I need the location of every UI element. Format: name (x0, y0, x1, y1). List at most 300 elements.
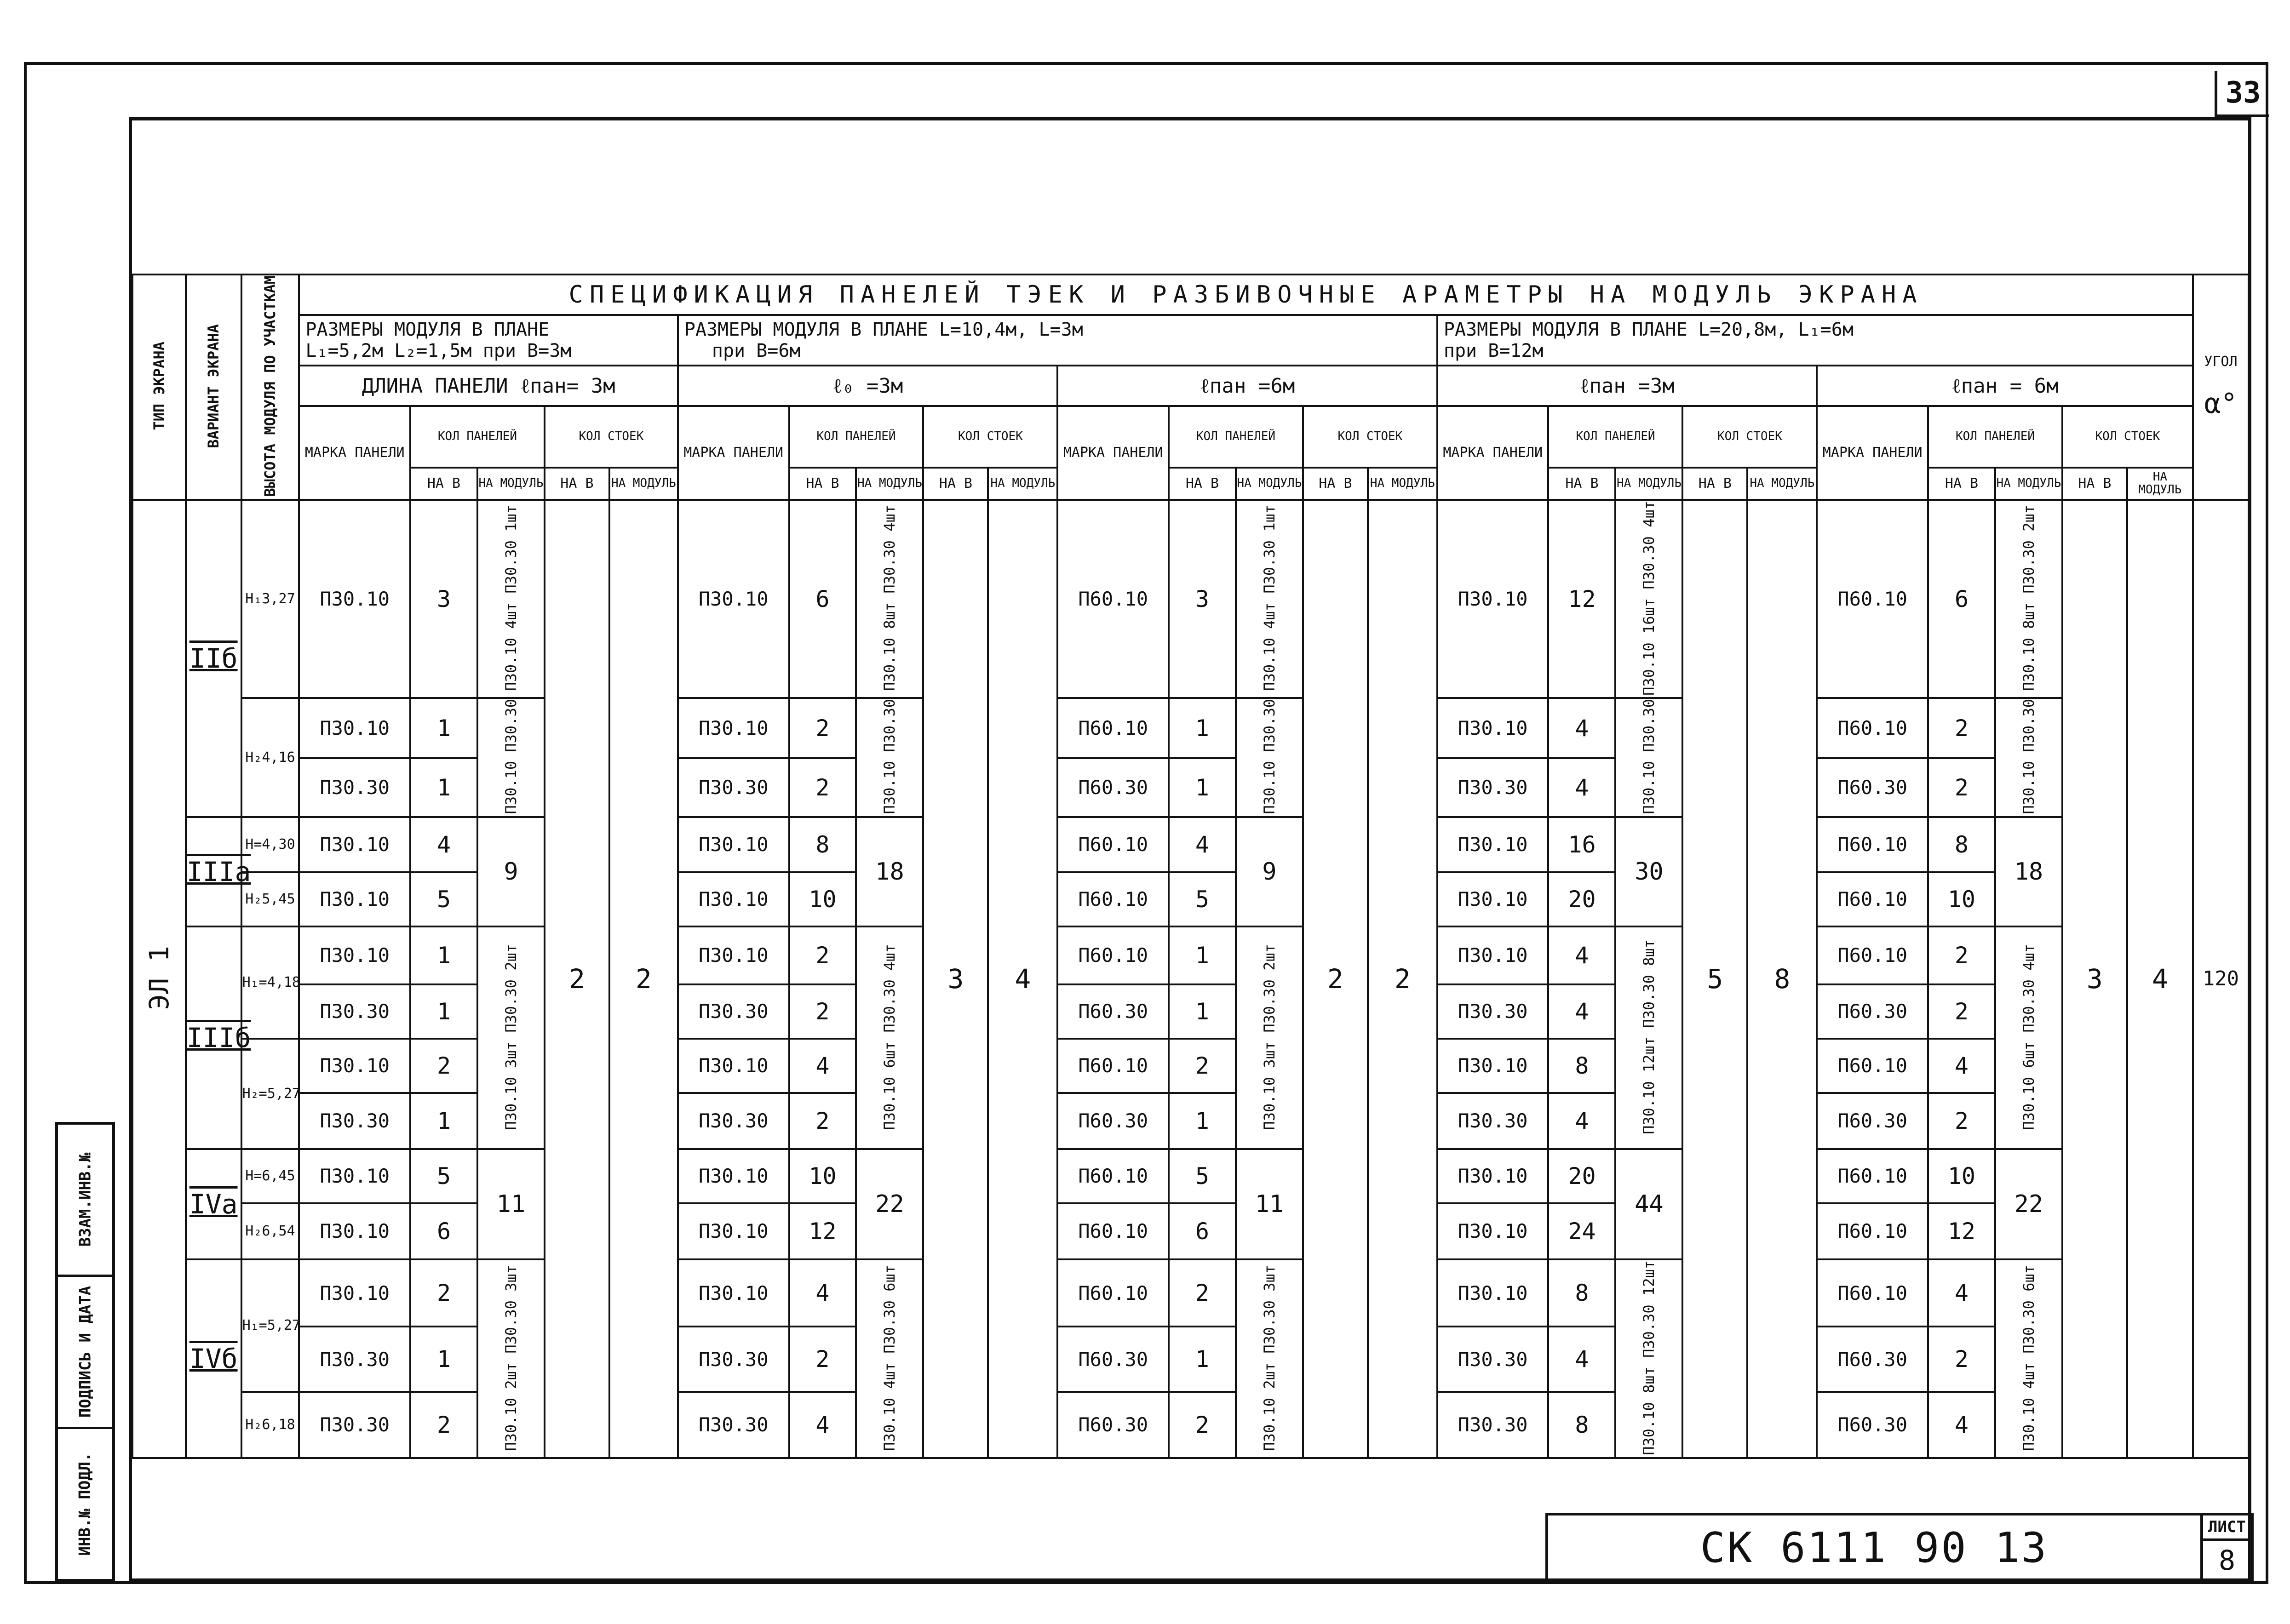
panel-count-cell (1548, 1039, 1615, 1093)
on-module-header: НА МОДУЛЬ (856, 468, 923, 500)
variant-cell-text: IIIб (186, 1022, 251, 1053)
panel-count-cell (1169, 1327, 1236, 1392)
panel-count-cell-text: 2 (1195, 1280, 1210, 1307)
mark-cell (299, 1327, 410, 1392)
mark-header: МАРКА ПАНЕЛИ (299, 406, 410, 500)
mark-cell (1817, 1327, 1928, 1392)
panel-count-cell-text: 2 (815, 774, 830, 801)
mark-cell (1437, 758, 1549, 817)
panel-count-cell (1169, 1392, 1236, 1458)
panel-count-cell-text: 2 (815, 1107, 830, 1134)
panel-count-cell (1548, 1259, 1615, 1327)
mark-cell-text: П30.10 (320, 1165, 390, 1188)
panel-count-cell-text: 5 (436, 886, 451, 913)
panel-count-cell (410, 872, 477, 926)
on-b-header: НА В (1169, 468, 1236, 500)
mark-cell-text: П60.30 (1078, 1348, 1148, 1371)
panel-count-cell-text: 1 (1195, 998, 1210, 1025)
panel-count-cell (1928, 1327, 1995, 1392)
mark-cell-text: П30.30 (320, 1000, 390, 1023)
posts-on-b-cell (1682, 500, 1747, 1458)
panel-count-cell (789, 1327, 856, 1392)
mark-cell (1057, 926, 1169, 984)
type-cell-text: ЭЛ 1 (143, 945, 175, 1010)
mark-header: МАРКА ПАНЕЛИ (1437, 406, 1549, 500)
height-cell (241, 1149, 299, 1203)
panel-count-cell-text: 4 (436, 831, 451, 858)
panel-count-cell-text: 2 (436, 1280, 451, 1307)
mark-cell-text: П30.10 (1458, 1220, 1528, 1243)
mark-cell (1057, 698, 1169, 758)
panel-count-cell-text: 1 (1195, 942, 1210, 969)
posts-on-b-cell-text: 3 (947, 963, 964, 995)
panel-count-cell (410, 1259, 477, 1327)
module-count-cell-text: П30.10 6шт П30.30 4шт (881, 944, 899, 1130)
mark-cell-text: П30.10 (698, 717, 769, 740)
panel-count-cell-text: 5 (1195, 1162, 1210, 1189)
panel-count-cell (789, 872, 856, 926)
module-count-cell (856, 817, 923, 926)
mark-cell-text: П30.10 (320, 1220, 390, 1243)
sheet-box (2203, 1513, 2254, 1583)
panel-count-cell (410, 698, 477, 758)
stamp-cell (58, 1427, 112, 1579)
panel-count-cell-text: 2 (1954, 942, 1969, 969)
panel-count-cell (789, 1259, 856, 1327)
mark-cell-text: П60.10 (1078, 1220, 1148, 1243)
panels-count-header: КОЛ ПАНЕЛЕЙ (1928, 406, 2062, 468)
height-cell (241, 1039, 299, 1149)
panel-count-cell-text: 4 (1575, 998, 1589, 1025)
panel-count-cell-text: 2 (815, 715, 830, 742)
panel-count-cell-text: 1 (436, 1107, 451, 1134)
mark-cell-text: П30.30 (698, 1348, 769, 1371)
panel-count-cell-text: 2 (1954, 998, 1969, 1025)
on-module-header: НА МОДУЛЬ (2127, 468, 2193, 500)
stamp-label: ИНВ.№ ПОДЛ. (76, 1452, 95, 1556)
panel-count-cell-text: 16 (1568, 831, 1596, 858)
mark-cell-text: П30.10 (320, 1281, 390, 1304)
panel-count-cell (789, 984, 856, 1039)
mark-cell-text: П30.10 (320, 588, 390, 611)
panel-count-cell (789, 1039, 856, 1093)
module-count-cell (856, 698, 923, 817)
panel-count-cell (410, 1203, 477, 1259)
module-count-cell-text: П30.10 3шт П30.30 2шт (502, 944, 520, 1130)
mark-cell (678, 984, 789, 1039)
panel-specification-table (132, 274, 2250, 1459)
on-module-header: НА МОДУЛЬ (1368, 468, 1437, 500)
posts-on-b-cell (1303, 500, 1368, 1458)
mark-cell-text: П30.10 (1458, 833, 1528, 856)
panel-count-cell (789, 1093, 856, 1149)
mark-cell (1057, 817, 1169, 872)
module-count-cell-text: П30.10 2шт П30.30 3шт (1260, 1264, 1278, 1451)
panel-count-cell-text: 6 (1954, 585, 1969, 612)
mark-header: МАРКА ПАНЕЛИ (1057, 406, 1169, 500)
mark-cell-text: П60.10 (1837, 717, 1907, 740)
posts-on-b-cell-text: 5 (1707, 963, 1723, 995)
mark-cell-text: П60.10 (1837, 1281, 1907, 1304)
mark-cell-text: П30.10 (1458, 717, 1528, 740)
panels-count-header: КОЛ ПАНЕЛЕЙ (410, 406, 545, 468)
module-count-cell (1995, 1259, 2062, 1458)
mark-cell-text: П30.10 (698, 1281, 769, 1304)
height-cell-text: H₂4,16 (245, 749, 295, 766)
panel-count-cell (1548, 984, 1615, 1039)
panel-count-cell (1169, 758, 1236, 817)
panel-count-cell-text: 3 (1195, 585, 1210, 612)
mark-cell-text: П30.30 (698, 776, 769, 799)
module-count-cell (477, 926, 545, 1149)
panel-count-cell (1169, 698, 1236, 758)
panel-count-cell (1928, 698, 1995, 758)
type-cell (132, 500, 186, 1458)
mark-cell-text: П60.10 (1078, 944, 1148, 967)
mark-cell (1817, 1259, 1928, 1327)
posts-on-module-cell (1368, 500, 1437, 1458)
module-count-cell (1236, 1149, 1303, 1259)
mark-cell (299, 1149, 410, 1203)
group2b-length-header: ℓпан =6м (1057, 366, 1437, 406)
mark-cell-text: П30.10 (320, 717, 390, 740)
group2-size-header: РАЗМЕРЫ МОДУЛЯ В ПЛАНЕ L=10,4м, L=3м при B=6м (678, 315, 1437, 366)
variant-cell-text: IIIа (186, 856, 251, 887)
group3a-length-header: ℓпан =3м (1437, 366, 1817, 406)
posts-on-module-cell (1747, 500, 1817, 1458)
mark-cell (678, 698, 789, 758)
mark-cell-text: П30.30 (1458, 1413, 1528, 1436)
mark-cell (678, 1093, 789, 1149)
mark-cell-text: П30.10 (320, 833, 390, 856)
module-count-cell (1236, 698, 1303, 817)
panel-count-cell-text: 1 (1195, 1107, 1210, 1134)
mark-cell (299, 926, 410, 984)
panel-count-cell-text: 2 (1954, 1346, 1969, 1373)
mark-cell-text: П30.10 (698, 1220, 769, 1243)
mark-cell (678, 1392, 789, 1458)
panel-count-cell-text: 12 (1947, 1218, 1976, 1245)
panel-count-cell (1928, 872, 1995, 926)
variant-cell (186, 817, 251, 926)
subheader-row-2 (132, 468, 2249, 500)
panel-count-cell-text: 1 (1195, 1346, 1210, 1373)
panel-count-cell (410, 1039, 477, 1093)
panel-count-cell (789, 926, 856, 984)
module-count-cell (1615, 926, 1682, 1149)
mark-cell-text: П60.30 (1837, 1000, 1907, 1023)
table-row (132, 1259, 2249, 1327)
panel-count-cell-text: 4 (815, 1280, 830, 1307)
panel-count-cell (1169, 1259, 1236, 1327)
panel-count-cell (1169, 1203, 1236, 1259)
panel-count-cell (1928, 500, 1995, 698)
posts-count-header: КОЛ СТОЕК (923, 406, 1057, 468)
panel-count-cell-text: 2 (436, 1052, 451, 1079)
module-count-cell-text: 30 (1635, 858, 1664, 886)
panel-count-cell (410, 1327, 477, 1392)
module-count-cell-text: П30.10 16шт П30.30 4шт (1640, 500, 1658, 696)
table-row (132, 872, 2249, 926)
mark-cell (1437, 500, 1549, 698)
mark-cell-text: П60.30 (1078, 1000, 1148, 1023)
panel-count-cell-text: 2 (1195, 1052, 1210, 1079)
table-row (132, 1039, 2249, 1093)
module-count-cell-text: 11 (496, 1190, 526, 1218)
panel-count-cell-text: 6 (436, 1218, 451, 1245)
module-count-cell-text: П30.10 6шт П30.30 4шт (2020, 944, 2037, 1130)
height-cell-text: H₂=5,27 (242, 1086, 300, 1102)
side-stamp (55, 1122, 115, 1582)
mark-cell (1437, 1093, 1549, 1149)
mark-cell (299, 872, 410, 926)
mark-cell (1437, 698, 1549, 758)
mark-cell-text: П30.30 (1458, 1109, 1528, 1132)
mark-cell (1057, 872, 1169, 926)
mark-cell-text: П30.30 (320, 776, 390, 799)
mark-cell (1057, 1392, 1169, 1458)
module-count-cell-text: П30.10 П30.30 (1260, 699, 1278, 814)
panel-count-cell (410, 926, 477, 984)
posts-count-header: КОЛ СТОЕК (2062, 406, 2193, 468)
variant-cell (186, 1149, 241, 1259)
panel-count-cell (789, 1149, 856, 1203)
module-count-cell-text: П30.10 8шт П30.30 12шт (1640, 1260, 1658, 1455)
panel-count-cell-text: 1 (436, 715, 451, 742)
module-count-cell-text: П30.10 2шт П30.30 3шт (502, 1264, 520, 1451)
mark-cell-text: П60.30 (1837, 1348, 1907, 1371)
module-count-cell-text: П30.10 П30.30 (2020, 699, 2037, 814)
panel-count-cell-text: 24 (1568, 1218, 1596, 1245)
mark-cell (299, 984, 410, 1039)
posts-on-module-cell (2127, 500, 2193, 1458)
panel-count-cell-text: 4 (1575, 774, 1589, 801)
mark-cell (1057, 1203, 1169, 1259)
mark-cell-text: П30.10 (698, 1054, 769, 1077)
mark-cell (299, 817, 410, 872)
panel-count-cell-text: 1 (1195, 715, 1210, 742)
group3b-length-header: ℓпан = 6м (1817, 366, 2193, 406)
mark-cell (1057, 758, 1169, 817)
mark-cell-text: П60.10 (1078, 888, 1148, 911)
mark-cell (1437, 1149, 1549, 1203)
mark-cell (1817, 984, 1928, 1039)
panel-count-cell-text: 4 (1954, 1280, 1969, 1307)
panel-count-cell (1169, 872, 1236, 926)
table-row (132, 500, 2249, 698)
mark-cell (1817, 758, 1928, 817)
panel-count-cell (410, 1093, 477, 1149)
mark-cell (678, 872, 789, 926)
panel-count-cell (410, 984, 477, 1039)
table-row (132, 1392, 2249, 1458)
sheet-number: 8 (2218, 1544, 2236, 1577)
panel-count-cell (789, 698, 856, 758)
panel-count-cell-text: 1 (436, 998, 451, 1025)
sheet-label: ЛИСТ (2203, 1515, 2251, 1541)
panel-count-cell-text: 8 (1575, 1411, 1589, 1438)
panel-count-cell-text: 2 (1954, 1107, 1969, 1134)
panel-count-cell-text: 2 (815, 1346, 830, 1373)
on-b-header: НА В (410, 468, 477, 500)
panel-count-cell-text: 12 (809, 1218, 837, 1245)
mark-cell-text: П60.10 (1837, 833, 1907, 856)
mark-cell-text: П30.10 (1458, 1054, 1528, 1077)
panel-count-cell-text: 20 (1568, 1162, 1596, 1189)
module-count-cell-text: П30.10 4шт П30.30 6шт (881, 1264, 899, 1451)
mark-header: МАРКА ПАНЕЛИ (1817, 406, 1928, 500)
panel-count-cell (1169, 984, 1236, 1039)
panel-count-cell (1169, 1093, 1236, 1149)
module-count-cell-text: П30.10 12шт П30.30 8шт (1640, 939, 1658, 1134)
posts-on-b-cell (545, 500, 609, 1458)
on-b-header: НА В (2062, 468, 2127, 500)
panel-count-cell-text: 12 (1568, 585, 1596, 612)
mark-cell-text: П60.10 (1837, 888, 1907, 911)
module-count-cell-text: П30.10 П30.30 (1640, 699, 1658, 814)
mark-cell (299, 698, 410, 758)
module-count-cell (477, 1259, 545, 1458)
mark-cell (1817, 926, 1928, 984)
panel-count-cell (410, 1392, 477, 1458)
col-height-header: ВЫСОТА МОДУЛЯ ПО УЧАСТКАМ (241, 274, 299, 500)
mark-cell-text: П30.10 (698, 588, 769, 611)
mark-cell (1057, 1039, 1169, 1093)
panel-count-cell-text: 1 (436, 1346, 451, 1373)
panel-count-cell-text: 4 (1575, 715, 1589, 742)
mark-cell-text: П30.10 (320, 1054, 390, 1077)
panel-count-cell-text: 4 (815, 1052, 830, 1079)
mark-cell (1817, 872, 1928, 926)
col-angle-header: УГОЛ α° (2193, 274, 2249, 500)
table-row (132, 984, 2249, 1039)
panel-count-cell (410, 1149, 477, 1203)
mark-cell-text: П30.30 (320, 1413, 390, 1436)
panel-count-cell-text: 6 (815, 585, 830, 612)
panels-count-header: КОЛ ПАНЕЛЕЙ (1548, 406, 1682, 468)
module-count-cell (1236, 817, 1303, 926)
panel-count-cell (1548, 500, 1615, 698)
panel-count-cell (1548, 817, 1615, 872)
height-cell (241, 698, 299, 817)
panel-count-cell (1928, 1093, 1995, 1149)
mark-cell (1437, 926, 1549, 984)
table-row (132, 1149, 2249, 1203)
module-count-cell (1995, 500, 2062, 698)
module-count-cell-text: П30.10 4шт П30.30 6шт (2020, 1264, 2037, 1451)
panel-count-cell (1928, 926, 1995, 984)
panel-count-cell-text: 10 (809, 886, 837, 913)
variant-cell (186, 500, 241, 817)
panel-count-cell (1548, 758, 1615, 817)
posts-on-b-cell (2062, 500, 2127, 1458)
mark-cell-text: П60.30 (1837, 776, 1907, 799)
panel-count-cell (1928, 1203, 1995, 1259)
mark-cell-text: П60.10 (1078, 833, 1148, 856)
module-count-cell-text: П30.10 3шт П30.30 2шт (1260, 944, 1278, 1130)
mark-cell-text: П60.10 (1837, 1054, 1907, 1077)
mark-cell (1817, 1093, 1928, 1149)
panel-count-cell-text: 20 (1568, 886, 1596, 913)
panel-count-cell-text: 1 (1195, 774, 1210, 801)
on-module-header: НА МОДУЛЬ (1995, 468, 2062, 500)
height-cell (241, 1392, 299, 1458)
posts-on-module-cell-text: 2 (635, 963, 652, 995)
mark-cell-text: П60.10 (1078, 1165, 1148, 1188)
mark-cell-text: П60.10 (1837, 1165, 1907, 1188)
posts-on-module-cell-text: 4 (2152, 963, 2168, 995)
height-cell-text: H₂6,18 (245, 1417, 295, 1433)
mark-header: МАРКА ПАНЕЛИ (678, 406, 789, 500)
height-cell-text: H₂6,54 (245, 1223, 295, 1240)
mark-cell (1057, 500, 1169, 698)
posts-on-b-cell-text: 2 (568, 963, 585, 995)
posts-count-header: КОЛ СТОЕК (1682, 406, 1817, 468)
panel-count-cell (1169, 926, 1236, 984)
module-count-cell (856, 926, 923, 1149)
table-row (132, 698, 2249, 758)
height-cell-text: H=6,45 (245, 1168, 295, 1184)
variant-cell-text: IVб (189, 1343, 238, 1374)
panel-count-cell (1928, 984, 1995, 1039)
on-b-header: НА В (545, 468, 609, 500)
mark-cell (1817, 1039, 1928, 1093)
mark-cell-text: П60.30 (1837, 1413, 1907, 1436)
panel-count-cell (1548, 1203, 1615, 1259)
panel-count-cell-text: 6 (1195, 1218, 1210, 1245)
mark-cell-text: П60.30 (1078, 1109, 1148, 1132)
posts-on-module-cell-text: 2 (1394, 963, 1411, 995)
angle-cell (2193, 500, 2249, 1458)
module-count-cell (477, 698, 545, 817)
mark-cell-text: П60.10 (1837, 944, 1907, 967)
panel-count-cell-text: 4 (1575, 942, 1589, 969)
height-cell-text: H₁3,27 (245, 591, 295, 607)
group1-length-header: ДЛИНА ПАНЕЛИ ℓпан= 3м (299, 366, 677, 406)
mark-cell-text: П30.10 (698, 1165, 769, 1188)
table-row (132, 758, 2249, 817)
height-cell (241, 500, 299, 698)
mark-cell-text: П30.10 (1458, 1165, 1528, 1188)
mark-cell (678, 817, 789, 872)
module-count-cell-text: П30.10 8шт П30.30 2шт (2020, 505, 2037, 691)
module-count-cell-text: П30.10 П30.30 (502, 699, 520, 814)
mark-cell-text: П30.30 (320, 1348, 390, 1371)
table-row (132, 1203, 2249, 1259)
on-b-header: НА В (923, 468, 988, 500)
module-count-cell (477, 817, 545, 926)
panel-count-cell (1548, 1149, 1615, 1203)
on-module-header: НА МОДУЛЬ (609, 468, 678, 500)
mark-cell-text: П60.10 (1078, 1054, 1148, 1077)
mark-cell (1057, 1259, 1169, 1327)
panel-count-cell-text: 8 (1575, 1052, 1589, 1079)
mark-cell (299, 758, 410, 817)
module-count-cell-text: 44 (1635, 1190, 1664, 1218)
panel-count-cell-text: 4 (815, 1411, 830, 1438)
panels-count-header: КОЛ ПАНЕЛЕЙ (1169, 406, 1303, 468)
panel-count-cell (410, 817, 477, 872)
variant-cell-text: IVа (189, 1188, 238, 1220)
variant-cell (186, 926, 251, 1149)
mark-cell-text: П30.30 (320, 1109, 390, 1132)
mark-cell-text: П30.10 (698, 944, 769, 967)
panel-count-cell-text: 4 (1195, 831, 1210, 858)
on-module-header: НА МОДУЛЬ (1615, 468, 1682, 500)
table-row (132, 1093, 2249, 1149)
on-module-header: НА МОДУЛЬ (477, 468, 545, 500)
stamp-cell (58, 1275, 112, 1427)
